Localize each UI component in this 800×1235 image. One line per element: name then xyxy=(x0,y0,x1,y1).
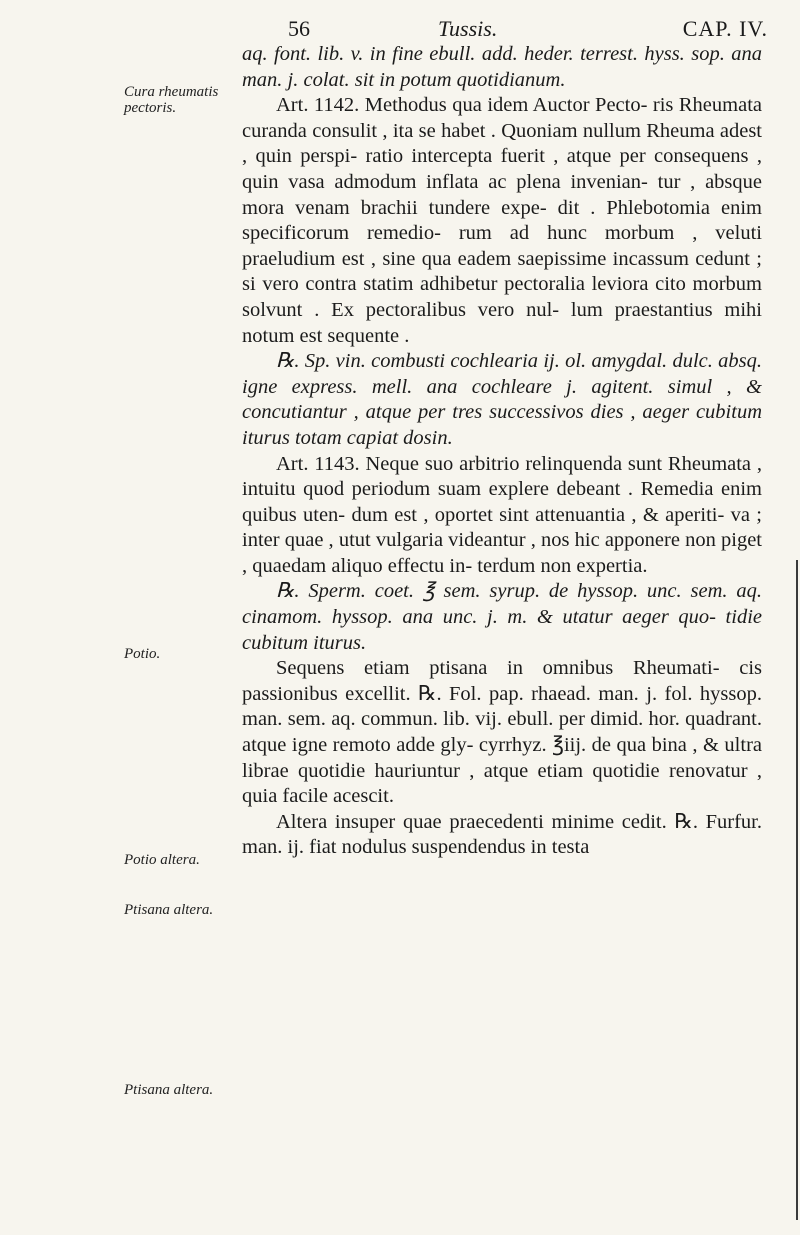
ptisana-paragraph: Sequens etiam ptisana in omnibus Rheumati- cis passionibus excellit. ℞. Fol. pap. rhaead. man. j. fol. hyssop. man. sem. aq. commun. lib. vij. ebull. per dimid. hor. quadrant. atque igne remoto adde gly- cyrrhyz. ℥iij. de qua bina , & ultra librae quotidie hauriuntur , atque etiam quotidie renovatur , quia facile acescit. xyxy=(242,657,762,808)
recipe-paragraph: ℞. Sp. vin. combusti cochlearia ij. ol. amygdal. dulc. absq. igne express. mell. ana cochleare j. agitent. simul , & concutiantur , atque per tres successivos dies , aeger cubitum iturus totam capiat dosin. xyxy=(242,350,762,449)
margin-note-potio: Potio. xyxy=(124,646,161,662)
main-text xyxy=(242,42,762,861)
article-1142: Art. 1142. Methodus qua idem Auctor Pecto- ris Rheumata curanda consulit , ita se habet . Quoniam nullum Rheuma adest , quin perspi- ratio intercepta fuerit , atque per consequens , quin vasa admodum inflata ac plena invenian- tur , absque mora venam brachii tundere expe- dit . Phlebotomia enim specificorum remedio- rum ad hunc morbum , veluti praeludium est , sine qua eadem saepissime incassum cedunt ; si vero contra statim adhibetur pectoralia leviora cito morbum solvunt . Ex pectoralibus vero nul- lum praestantius mihi notum est sequente . xyxy=(242,94,762,347)
recipe-paragraph: ℞. Sperm. coet. ℥ sem. syrup. de hyssop. unc. sem. aq. cinamom. hyssop. ana unc. j. m. & utatur aeger quo- tidie cubitum iturus. xyxy=(242,580,762,654)
recipe-paragraph: aq. font. lib. v. in fine ebull. add. heder. terrest. hyss. sop. ana man. j. colat. sit in potum quotidianum. xyxy=(242,43,762,91)
margin-note-potio-altera: Potio altera. xyxy=(124,852,200,868)
chapter-label: CAP. IV. xyxy=(682,16,768,41)
margin-note-ptisana-altera-1: Ptisana altera. xyxy=(124,902,214,918)
margin-note-cura: Cura rheumatis pectoris. xyxy=(124,84,219,116)
running-title: Tussis. xyxy=(438,16,498,41)
article-1143: Art. 1143. Neque suo arbitrio relinquenda sunt Rheumata , intuitu quod periodum suam explere debeant . Remedia enim quibus uten- dum est , oportet sint attenuantia , & aperiti- va ; inter quae , utut vulgaria videantur , nos hic apponere non piget , quaedam aliquo effectu in- terdum non expertia. xyxy=(242,452,762,577)
page-number: 56 xyxy=(288,16,310,41)
ptisana-altera-paragraph: Altera insuper quae praecedenti minime cedit. ℞. Furfur. man. ij. fiat nodulus suspendendus in testa xyxy=(242,810,762,859)
page-edge-line xyxy=(796,560,798,1220)
margin-note-ptisana-altera-2: Ptisana altera. xyxy=(124,1082,214,1098)
